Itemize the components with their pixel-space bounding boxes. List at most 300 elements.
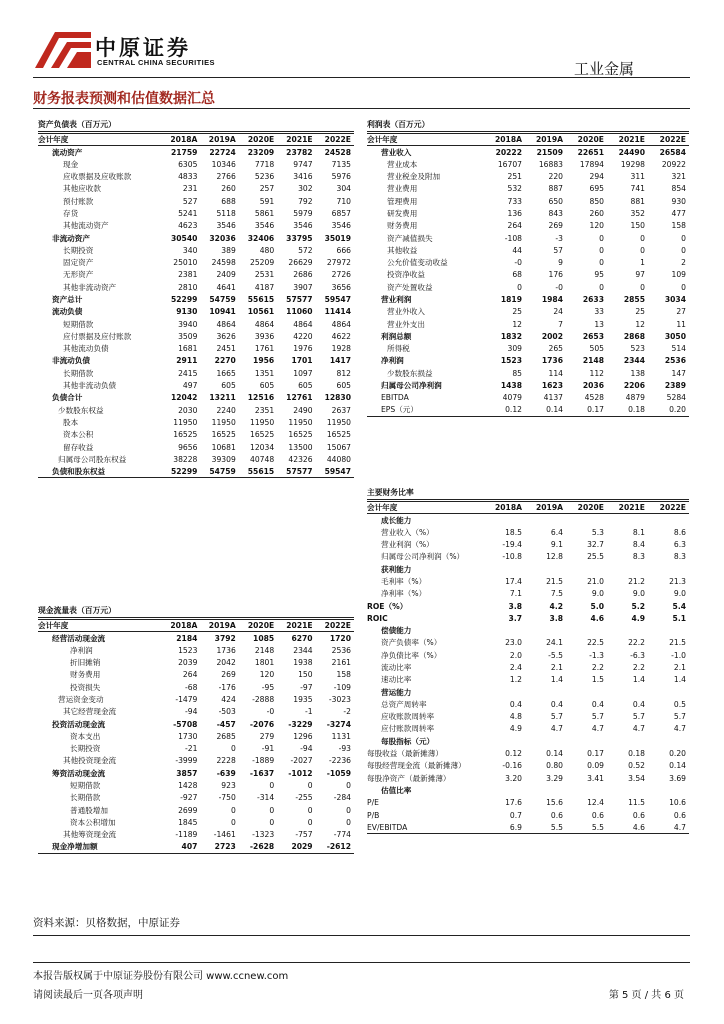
value-cell: 4864: [254, 319, 275, 329]
cashflow-title: 现金流量表（百万元）: [38, 606, 116, 615]
value-cell: 923: [221, 781, 236, 790]
income-statement-title-rule: [367, 131, 689, 132]
row-label-cell: 每股经营现金流（最新摊薄）: [367, 761, 466, 771]
value-cell: 0: [599, 245, 604, 255]
balance-row: [38, 195, 354, 207]
value-cell: 0.09: [587, 761, 604, 771]
value-cell: 0.5: [673, 699, 686, 709]
value-cell: 5.0: [590, 601, 604, 611]
value-cell: 21.2: [628, 576, 645, 586]
row-label-cell: 营业收入（%）: [381, 527, 434, 537]
value-cell: 2.1: [673, 663, 686, 672]
row-label-cell: 投资净收益: [387, 270, 425, 280]
header-year-cell: 2020E: [239, 620, 277, 632]
value-cell: 269: [221, 670, 236, 680]
value-cell: 0.12: [505, 749, 522, 759]
balance-sheet-title: 资产负债表（百万元）: [38, 120, 116, 129]
row-label-cell: 投资损失: [70, 682, 101, 692]
value-cell: -19.4: [502, 540, 522, 550]
value-cell: 3907: [293, 282, 313, 292]
value-cell: 21.5: [669, 638, 686, 648]
value-cell: 2344: [623, 356, 645, 366]
income-statement-title: 利润表（百万元）: [367, 120, 430, 129]
value-cell: -639: [216, 768, 236, 778]
value-cell: 20222: [495, 147, 522, 157]
value-cell: -68: [185, 682, 198, 692]
value-cell: 0.4: [550, 699, 563, 709]
ratios-title: 主要财务比率: [367, 488, 414, 497]
value-cell: 11950: [288, 417, 313, 427]
value-cell: 138: [630, 368, 645, 378]
value-cell: 514: [671, 344, 686, 354]
header-year-cell: 2020E: [566, 502, 607, 514]
value-cell: 650: [548, 196, 563, 206]
value-cell: 0.6: [632, 810, 645, 820]
balance-row: [38, 416, 354, 428]
value-cell: -1637: [249, 768, 275, 778]
value-cell: 2240: [216, 405, 236, 415]
value-cell: 311: [630, 172, 645, 182]
value-cell: 3936: [254, 331, 275, 341]
value-cell: [525, 563, 566, 575]
value-cell: 15067: [326, 442, 351, 452]
value-cell: 30540: [170, 233, 198, 243]
value-cell: -2628: [239, 841, 277, 853]
ratios-row: [367, 772, 689, 784]
value-cell: 0: [230, 805, 236, 815]
row-label-cell: 资本支出: [70, 731, 101, 741]
value-cell: 97: [635, 270, 645, 280]
row-label-cell: 所得税: [387, 344, 410, 354]
value-cell: 0.20: [669, 749, 686, 759]
row-label-cell: 负债和股东权益: [38, 466, 162, 478]
value-cell: 2685: [216, 731, 236, 741]
value-cell: 176: [548, 270, 563, 280]
value-cell: 887: [548, 184, 563, 194]
value-cell: [525, 735, 566, 747]
row-label-cell: 长期借款: [63, 368, 94, 378]
value-cell: 605: [298, 381, 313, 391]
row-label-cell: 其他筹资现金流: [63, 830, 117, 840]
value-cell: 26629: [288, 258, 313, 268]
value-cell: 260: [221, 184, 236, 194]
value-cell: 1.5: [591, 675, 604, 685]
value-cell: 231: [182, 184, 198, 194]
row-label-cell: 预付账款: [63, 196, 94, 206]
value-cell: 257: [259, 184, 275, 194]
row-label-cell: 营运能力: [381, 687, 412, 697]
value-cell: 12830: [324, 393, 351, 403]
value-cell: 10681: [211, 442, 236, 452]
value-cell: 39309: [211, 454, 236, 464]
balance-row: [38, 146, 354, 158]
value-cell: 5284: [666, 393, 686, 403]
value-cell: 11950: [250, 417, 275, 427]
value-cell: 4220: [293, 331, 313, 341]
value-cell: 13: [594, 319, 604, 329]
value-cell: 12.8: [546, 552, 563, 562]
value-cell: 930: [671, 196, 686, 206]
value-cell: 4.7: [673, 724, 686, 734]
header-year-cell: 2018A: [484, 502, 525, 514]
value-cell: 1832: [500, 331, 522, 341]
value-cell: 2653: [582, 331, 604, 341]
value-cell: 5979: [293, 208, 313, 218]
value-cell: 0: [681, 245, 686, 255]
value-cell: -1461: [213, 830, 236, 840]
value-cell: 1296: [293, 731, 313, 741]
value-cell: 3546: [331, 221, 351, 231]
value-cell: 24490: [618, 147, 645, 157]
value-cell: -5.5: [548, 650, 563, 660]
value-cell: 302: [298, 184, 313, 194]
value-cell: 54759: [209, 295, 236, 304]
value-cell: 9747: [293, 159, 313, 169]
value-cell: 497: [182, 381, 198, 391]
header-year-cell: 2022E: [316, 620, 354, 632]
value-cell: 12: [512, 319, 522, 329]
value-cell: 733: [507, 196, 522, 206]
row-label-cell: P/B: [367, 810, 380, 820]
row-label-cell: 应付账款周转率: [381, 724, 435, 734]
value-cell: 854: [671, 184, 686, 194]
value-cell: 269: [548, 221, 563, 231]
value-cell: 23209: [247, 147, 275, 157]
row-label-cell: 折旧摊销: [70, 658, 101, 668]
value-cell: 8.4: [632, 540, 645, 550]
row-label-cell: ROIC: [367, 613, 388, 623]
value-cell: 1976: [293, 344, 313, 354]
value-cell: 22.2: [628, 638, 645, 648]
value-cell: 3626: [216, 331, 236, 341]
value-cell: 33: [594, 307, 604, 317]
value-cell: 527: [182, 196, 198, 206]
cashflow-title-rule: [38, 617, 354, 618]
value-cell: [648, 784, 689, 796]
income-row: [367, 195, 689, 207]
header-label-cell: 会计年度: [38, 620, 162, 632]
value-cell: -503: [218, 707, 236, 717]
row-label-cell: EV/EBITDA: [367, 821, 484, 833]
value-cell: 2.2: [632, 663, 645, 672]
value-cell: 2.2: [591, 663, 604, 672]
balance-row: [38, 281, 354, 293]
value-cell: -314: [256, 793, 275, 803]
value-cell: 13500: [288, 442, 313, 452]
value-cell: 11414: [324, 307, 351, 317]
value-cell: 109: [671, 270, 686, 280]
row-label-cell: 其他流动资产: [63, 221, 109, 231]
value-cell: 1938: [293, 658, 313, 668]
value-cell: 3.29: [546, 773, 563, 783]
ratios-row: [367, 674, 689, 686]
value-cell: 532: [507, 184, 522, 194]
value-cell: 1.2: [509, 675, 522, 685]
value-cell: 18.5: [505, 527, 522, 537]
value-cell: 95: [594, 270, 604, 280]
value-cell: 666: [336, 245, 351, 255]
value-cell: 19298: [620, 159, 645, 169]
value-cell: 4.7: [591, 724, 604, 734]
value-cell: 1.4: [673, 675, 686, 685]
value-cell: 2699: [178, 805, 198, 815]
value-cell: 12034: [250, 442, 275, 452]
value-cell: -2: [343, 707, 351, 717]
row-label-cell: 净负债比率（%）: [381, 650, 442, 660]
row-label-cell: 应付票据及应付账款: [63, 331, 132, 341]
value-cell: -21: [185, 744, 198, 754]
row-label-cell: 利润总额: [381, 331, 412, 341]
value-cell: 3.54: [628, 773, 645, 783]
row-label-cell: 获利能力: [381, 564, 412, 574]
value-cell: 3034: [664, 295, 686, 304]
row-label-cell: 短期借款: [70, 781, 101, 790]
footer-disclaimer: 请阅读最后一页各项声明: [33, 990, 143, 1001]
value-cell: 2536: [331, 645, 351, 655]
value-cell: 68: [512, 270, 522, 280]
value-cell: 2381: [178, 270, 198, 280]
row-label-cell: 流动比率: [381, 663, 412, 672]
value-cell: 0: [599, 233, 604, 243]
value-cell: 480: [259, 245, 275, 255]
value-cell: 35019: [324, 233, 351, 243]
value-cell: [525, 686, 566, 698]
value-cell: 10561: [247, 307, 275, 317]
income-header-row: [367, 134, 689, 146]
cashflow-header-row: [38, 620, 354, 632]
value-cell: 0: [346, 781, 351, 790]
value-cell: 85: [512, 368, 522, 378]
row-label-cell: 留存收益: [63, 442, 94, 452]
value-cell: -95: [261, 682, 275, 692]
value-cell: 605: [259, 381, 275, 391]
value-cell: 3546: [216, 221, 236, 231]
value-cell: 7.5: [550, 589, 563, 599]
value-cell: 2451: [216, 344, 236, 354]
value-cell: 32036: [209, 233, 236, 243]
value-cell: -93: [338, 744, 351, 754]
ratios-row: [367, 747, 689, 759]
row-label-cell: 短期借款: [63, 319, 94, 329]
value-cell: [566, 735, 607, 747]
value-cell: 10.6: [669, 798, 686, 808]
value-cell: [607, 686, 648, 698]
value-cell: 2855: [623, 295, 645, 304]
ratios-row: [367, 797, 689, 809]
balance-row: [38, 466, 354, 478]
value-cell: 4.7: [648, 821, 689, 833]
value-cell: 1845: [178, 817, 198, 827]
value-cell: 2002: [541, 331, 563, 341]
value-cell: [566, 686, 607, 698]
value-cell: 2.1: [550, 663, 563, 672]
value-cell: 2030: [178, 405, 198, 415]
header-year-cell: 2021E: [277, 620, 315, 632]
cashflow-row: [38, 816, 354, 828]
value-cell: 21759: [170, 147, 198, 157]
value-cell: 0.4: [591, 699, 604, 709]
ratios-row: [367, 551, 689, 563]
value-cell: 812: [336, 368, 351, 378]
value-cell: 2351: [254, 405, 275, 415]
value-cell: 27972: [326, 258, 351, 268]
value-cell: 1681: [178, 344, 198, 354]
value-cell: -2027: [290, 756, 313, 766]
value-cell: 1.4: [632, 675, 645, 685]
ratios-row: [367, 809, 689, 821]
row-label-cell: 归属母公司净利润: [381, 381, 442, 391]
value-cell: 59547: [316, 466, 354, 478]
value-cell: 0.12: [484, 404, 525, 416]
value-cell: 0.6: [673, 810, 686, 820]
value-cell: 9130: [176, 307, 198, 317]
value-cell: 0: [230, 744, 236, 754]
header-year-cell: 2019A: [525, 134, 566, 146]
value-cell: [607, 563, 648, 575]
value-cell: 792: [298, 196, 313, 206]
value-cell: 0.17: [587, 749, 604, 759]
cashflow-row: [38, 767, 354, 779]
value-cell: [648, 686, 689, 698]
value-cell: 4641: [216, 282, 236, 292]
value-cell: 22724: [209, 147, 236, 157]
value-cell: [484, 735, 525, 747]
row-label-cell: 总资产周转率: [381, 699, 427, 709]
value-cell: 0.7: [509, 810, 522, 820]
value-cell: [566, 563, 607, 575]
row-label-cell: 负债合计: [52, 393, 83, 403]
value-cell: 2531: [254, 270, 275, 280]
value-cell: 5.5: [525, 821, 566, 833]
value-cell: 0.20: [648, 404, 689, 416]
row-label-cell: 非流动资产: [52, 233, 90, 243]
row-label-cell: 速动比率: [381, 675, 412, 685]
row-label-cell: 财务费用: [387, 221, 418, 231]
value-cell: [607, 514, 648, 526]
value-cell: 3.8: [508, 601, 522, 611]
cashflow-row: [38, 656, 354, 668]
income-row: [367, 343, 689, 355]
value-cell: 120: [259, 670, 275, 680]
value-cell: 52299: [162, 466, 200, 478]
cashflow-row: [38, 718, 354, 730]
value-cell: 6.3: [673, 540, 686, 550]
cashflow-row: [38, 632, 354, 644]
value-cell: -1059: [326, 768, 351, 778]
value-cell: [525, 784, 566, 796]
value-cell: 2686: [293, 270, 313, 280]
cashflow-row: [38, 644, 354, 656]
ratios-row: [367, 784, 689, 796]
value-cell: -1.3: [589, 650, 604, 660]
value-cell: -457: [216, 719, 236, 729]
row-label-cell: 每股收益（最新摊薄）: [367, 749, 443, 759]
value-cell: 710: [336, 196, 351, 206]
value-cell: 16525: [211, 430, 236, 440]
value-cell: -5708: [173, 719, 198, 729]
value-cell: 0: [681, 282, 686, 292]
balance-row: [38, 220, 354, 232]
cashflow-row: [38, 779, 354, 791]
value-cell: 1428: [178, 781, 198, 790]
row-label-cell: 毛利率（%）: [381, 576, 427, 586]
value-cell: 12042: [170, 393, 198, 403]
value-cell: 0.4: [509, 699, 522, 709]
value-cell: 741: [630, 184, 645, 194]
balance-row: [38, 232, 354, 244]
row-label-cell: 营业外收入: [387, 307, 425, 317]
value-cell: 26584: [659, 147, 686, 157]
row-label-cell: 营业外支出: [387, 319, 425, 329]
value-cell: 20922: [661, 159, 686, 169]
income-row: [367, 269, 689, 281]
row-label-cell: 应收账款周转率: [381, 712, 435, 722]
value-cell: 843: [548, 208, 563, 218]
report-category: 工业金属: [573, 60, 634, 78]
row-label-cell: 流动负债: [52, 307, 83, 317]
value-cell: 5118: [216, 208, 236, 218]
page-title: 财务报表预测和估值数据汇总: [33, 91, 215, 107]
value-cell: 2.0: [509, 650, 522, 660]
value-cell: 112: [589, 368, 604, 378]
value-cell: 23782: [286, 147, 313, 157]
value-cell: 3509: [178, 331, 198, 341]
value-cell: [484, 563, 525, 575]
value-cell: 251: [507, 172, 522, 182]
value-cell: [484, 624, 525, 636]
value-cell: 150: [630, 221, 645, 231]
value-cell: 0.18: [607, 404, 648, 416]
value-cell: 9.0: [673, 589, 686, 599]
value-cell: 21.5: [546, 576, 563, 586]
value-cell: 25: [635, 307, 645, 317]
value-cell: 150: [298, 670, 313, 680]
value-cell: 1736: [216, 645, 236, 655]
income-row: [367, 170, 689, 182]
value-cell: 505: [589, 344, 604, 354]
value-cell: 0.14: [525, 404, 566, 416]
value-cell: 8.3: [673, 552, 686, 562]
value-cell: 1.4: [550, 675, 563, 685]
row-label-cell: 研发费用: [387, 208, 418, 218]
header-year-cell: 2019A: [200, 620, 238, 632]
value-cell: 294: [589, 172, 604, 182]
value-cell: 16525: [173, 430, 198, 440]
value-cell: 4.7: [550, 724, 563, 734]
value-cell: 21.0: [587, 576, 604, 586]
row-label-cell: 营业成本: [387, 159, 418, 169]
value-cell: 4.6: [607, 821, 648, 833]
value-cell: -3999: [175, 756, 198, 766]
income-row: [367, 207, 689, 219]
value-cell: 2228: [216, 756, 236, 766]
header-label-cell: 会计年度: [367, 134, 484, 146]
value-cell: [566, 624, 607, 636]
row-label-cell: 成长能力: [381, 515, 412, 525]
value-cell: -0: [555, 282, 563, 292]
value-cell: 309: [507, 344, 522, 354]
row-label-cell: 少数股东损益: [387, 368, 433, 378]
value-cell: 16883: [538, 159, 563, 169]
value-cell: 0: [269, 805, 275, 815]
row-label-cell: 估值比率: [381, 785, 412, 795]
value-cell: -109: [333, 682, 351, 692]
ratios-row: [367, 698, 689, 710]
value-cell: 0: [517, 282, 522, 292]
value-cell: 2389: [664, 381, 686, 391]
value-cell: 136: [507, 208, 522, 218]
value-cell: 389: [221, 245, 236, 255]
